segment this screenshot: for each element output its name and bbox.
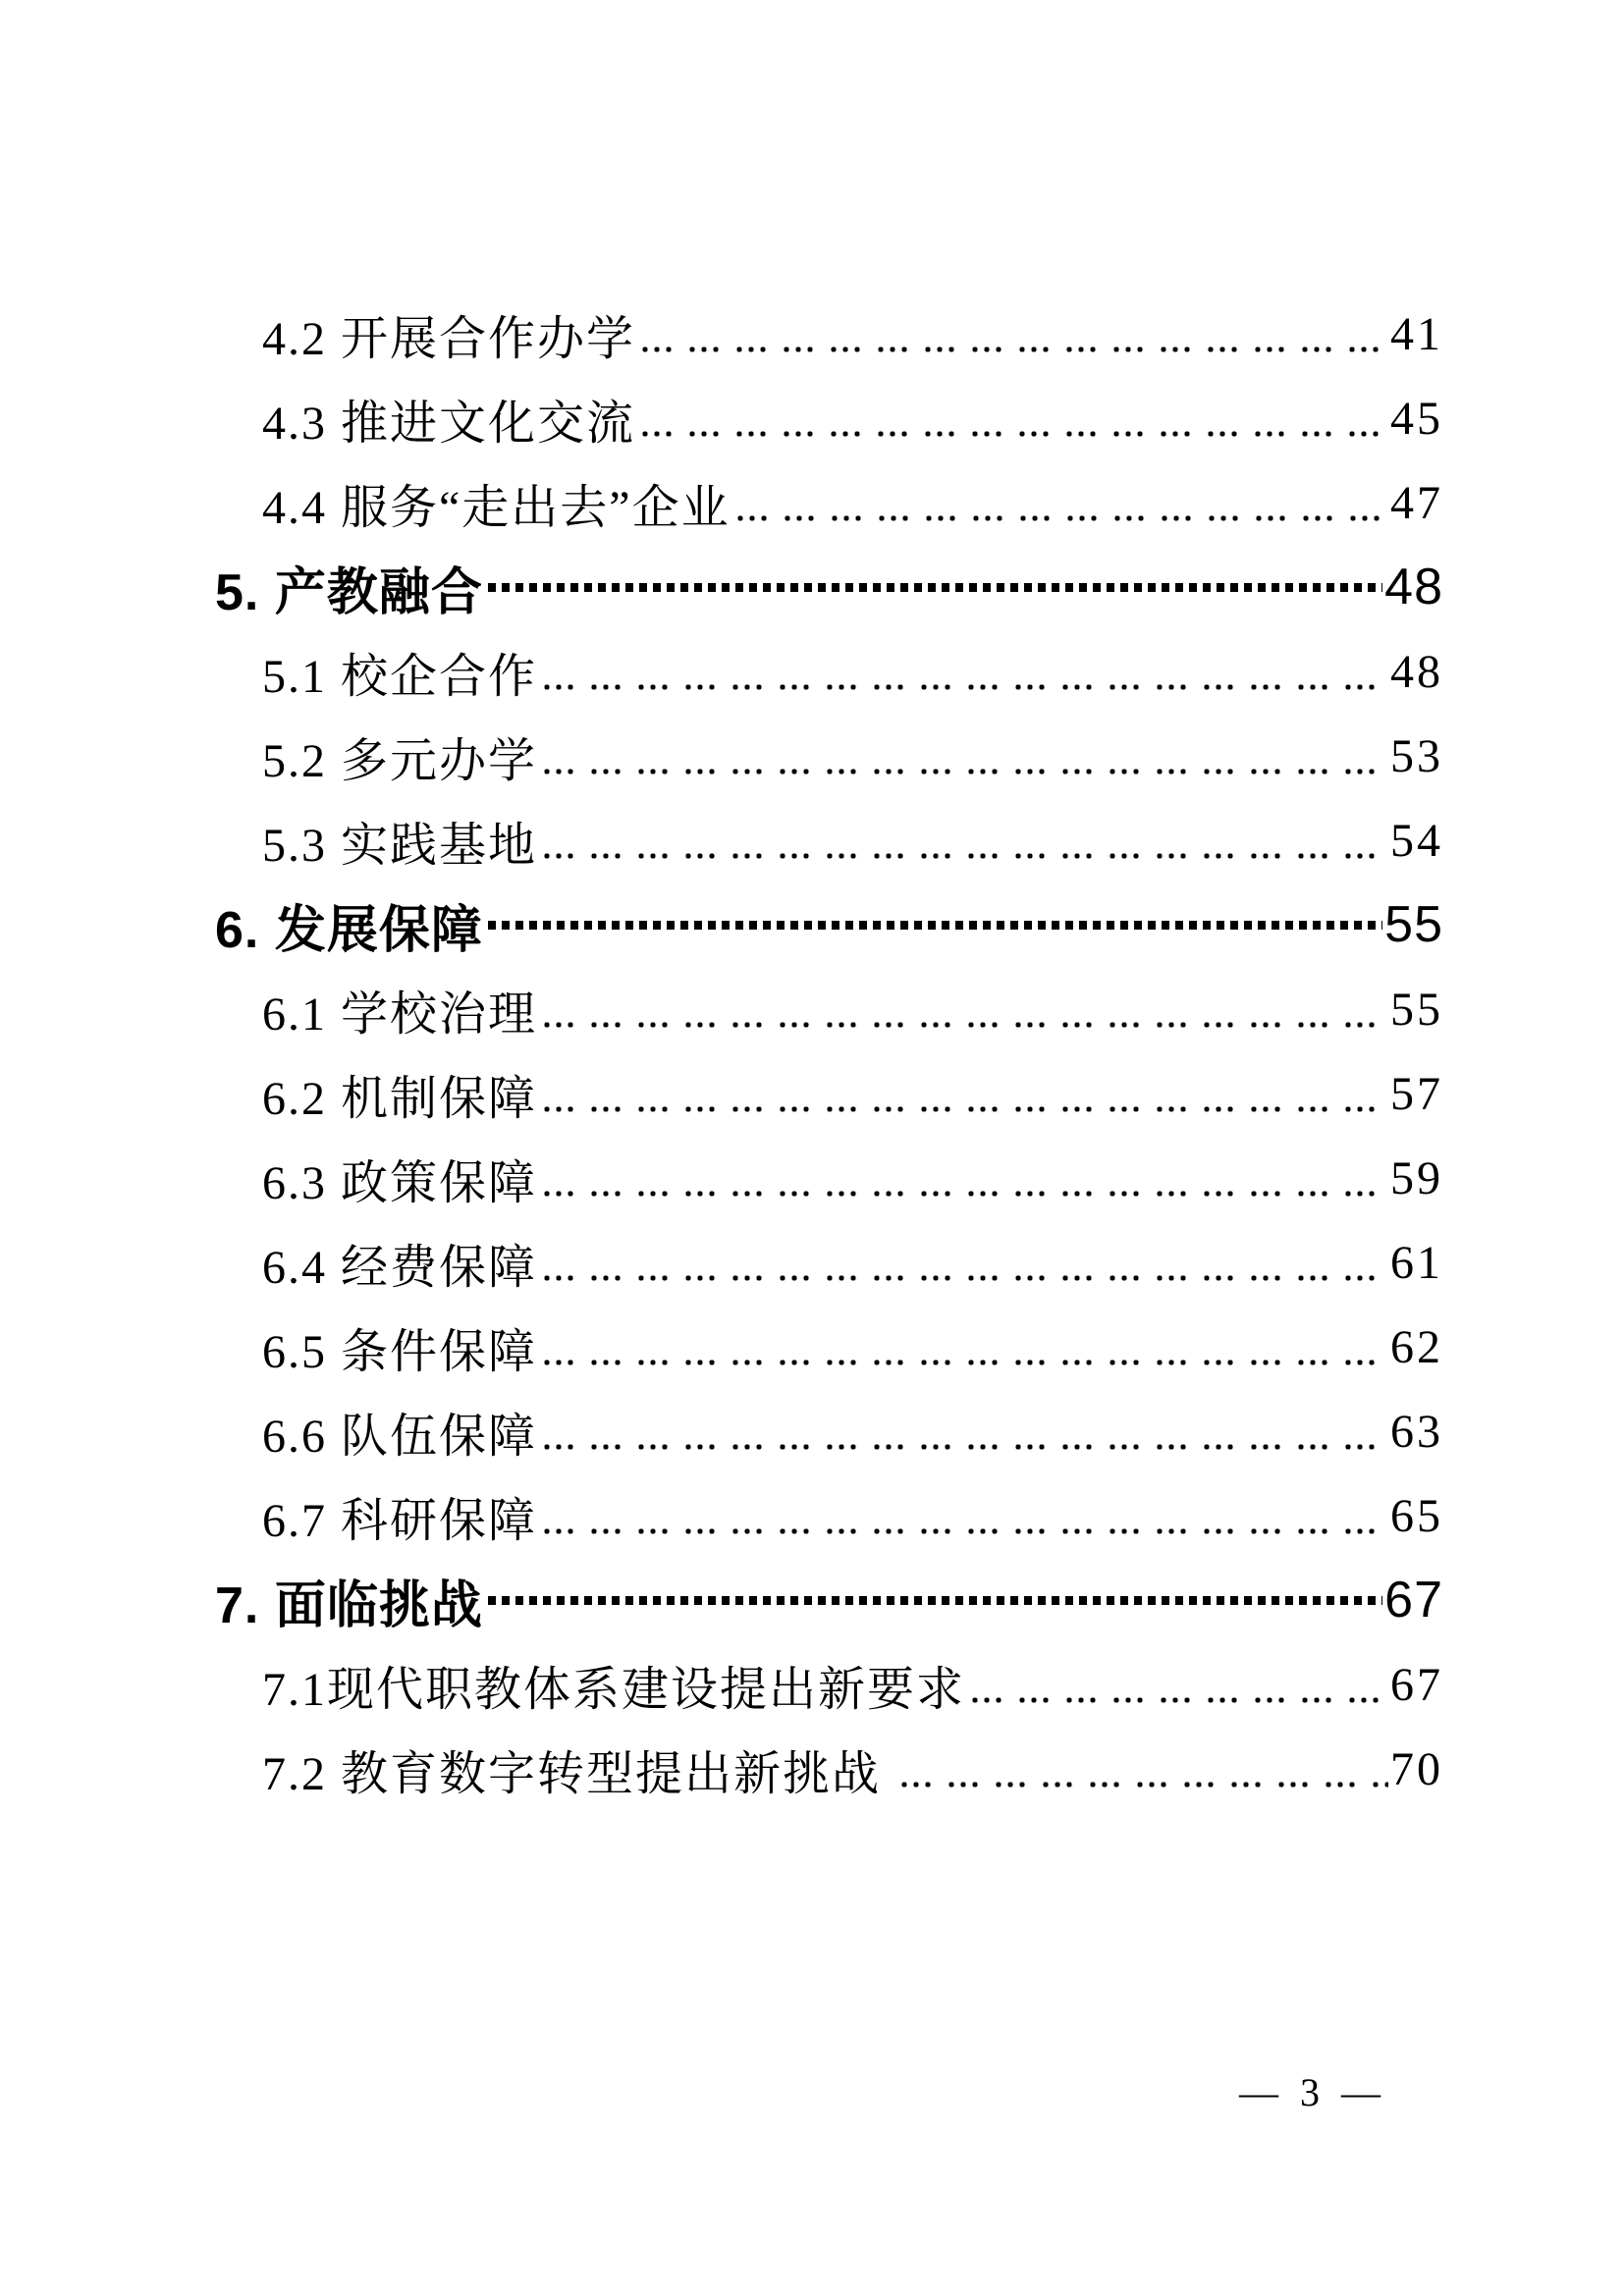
toc-page-number: 67 xyxy=(1390,1658,1443,1711)
dot-leader xyxy=(735,460,1388,545)
toc-page-number: 61 xyxy=(1390,1236,1443,1289)
toc-entry-6 xyxy=(215,882,1443,967)
toc-entry-5-2 xyxy=(215,714,1443,798)
dot-leader xyxy=(542,1389,1388,1473)
toc-page-number: 48 xyxy=(1384,559,1443,615)
toc-entry-label: 6.4 经费保障 xyxy=(262,1241,538,1294)
toc-entry-6-2 xyxy=(215,1051,1443,1136)
toc-entry-label: 4.2 开展合作办学 xyxy=(262,312,636,365)
toc-page-number: 48 xyxy=(1390,645,1443,698)
dot-leader xyxy=(488,921,1382,930)
toc-entry-6-3 xyxy=(215,1136,1443,1220)
dot-leader xyxy=(542,1305,1388,1389)
toc-entry-label: 6.7 科研保障 xyxy=(262,1494,538,1547)
toc-entry-label: 7.2 教育数字转型提出新挑战 xyxy=(262,1747,895,1800)
toc-entry-label: 5.1 校企合作 xyxy=(262,650,538,703)
toc-page-number: 67 xyxy=(1384,1572,1443,1629)
dot-leader xyxy=(542,1220,1388,1305)
table-of-contents xyxy=(215,292,1443,1811)
toc-page-number: 59 xyxy=(1390,1151,1443,1204)
dot-leader xyxy=(542,967,1388,1051)
toc-entry-label: 4.4 服务“走出去”企业 xyxy=(262,481,731,534)
toc-page-number: 47 xyxy=(1390,476,1443,529)
toc-entry-6-4 xyxy=(215,1220,1443,1305)
dot-leader xyxy=(970,1642,1388,1727)
toc-entry-label: 5.2 多元办学 xyxy=(262,734,538,787)
toc-entry-label: 6. 发展保障 xyxy=(215,901,483,959)
dot-leader xyxy=(542,1051,1388,1136)
toc-entry-6-6 xyxy=(215,1389,1443,1473)
dot-leader xyxy=(542,629,1388,714)
toc-page-number: 45 xyxy=(1390,392,1443,445)
toc-entry-label: 7.1现代职教体系建设提出新要求 xyxy=(262,1663,966,1716)
toc-entry-label: 6.2 机制保障 xyxy=(262,1072,538,1125)
toc-entry-4-3 xyxy=(215,376,1443,460)
toc-entry-6-5 xyxy=(215,1305,1443,1389)
toc-page-number: 41 xyxy=(1390,307,1443,360)
toc-entry-label: 6.6 队伍保障 xyxy=(262,1410,538,1463)
dot-leader xyxy=(640,376,1388,460)
toc-entry-7-2 xyxy=(215,1727,1443,1811)
dot-leader xyxy=(542,798,1388,882)
toc-entry-label: 5. 产教融合 xyxy=(215,563,483,621)
toc-page-number: 55 xyxy=(1384,896,1443,953)
toc-page-number: 65 xyxy=(1390,1489,1443,1542)
toc-page-number: 55 xyxy=(1390,983,1443,1036)
toc-entry-5-1 xyxy=(215,629,1443,714)
dot-leader xyxy=(542,714,1388,798)
page-number-footer: — 3 — xyxy=(1239,2070,1386,2114)
toc-entry-4-2 xyxy=(215,292,1443,376)
dot-leader xyxy=(488,1596,1382,1605)
toc-entry-5 xyxy=(215,545,1443,629)
toc-entry-6-7 xyxy=(215,1473,1443,1558)
dot-leader xyxy=(542,1136,1388,1220)
dot-leader xyxy=(542,1473,1388,1558)
toc-page-number: 54 xyxy=(1390,814,1443,867)
dot-leader xyxy=(488,583,1382,592)
toc-entry-label: 5.3 实践基地 xyxy=(262,819,538,872)
toc-page-number: 57 xyxy=(1390,1067,1443,1120)
toc-entry-5-3 xyxy=(215,798,1443,882)
dot-leader xyxy=(899,1727,1388,1811)
toc-page-number: 70 xyxy=(1390,1742,1443,1795)
toc-entry-7-1 xyxy=(215,1642,1443,1727)
dot-leader xyxy=(640,292,1388,376)
toc-entry-4-4 xyxy=(215,460,1443,545)
toc-entry-6-1 xyxy=(215,967,1443,1051)
toc-page-number: 63 xyxy=(1390,1405,1443,1458)
toc-page-number: 53 xyxy=(1390,729,1443,782)
toc-page-number: 62 xyxy=(1390,1320,1443,1373)
toc-entry-7 xyxy=(215,1558,1443,1642)
toc-entry-label: 6.5 条件保障 xyxy=(262,1325,538,1378)
toc-entry-label: 7. 面临挑战 xyxy=(215,1576,483,1634)
toc-entry-label: 6.1 学校治理 xyxy=(262,988,538,1041)
toc-entry-label: 4.3 推进文化交流 xyxy=(262,397,636,450)
toc-entry-label: 6.3 政策保障 xyxy=(262,1156,538,1209)
